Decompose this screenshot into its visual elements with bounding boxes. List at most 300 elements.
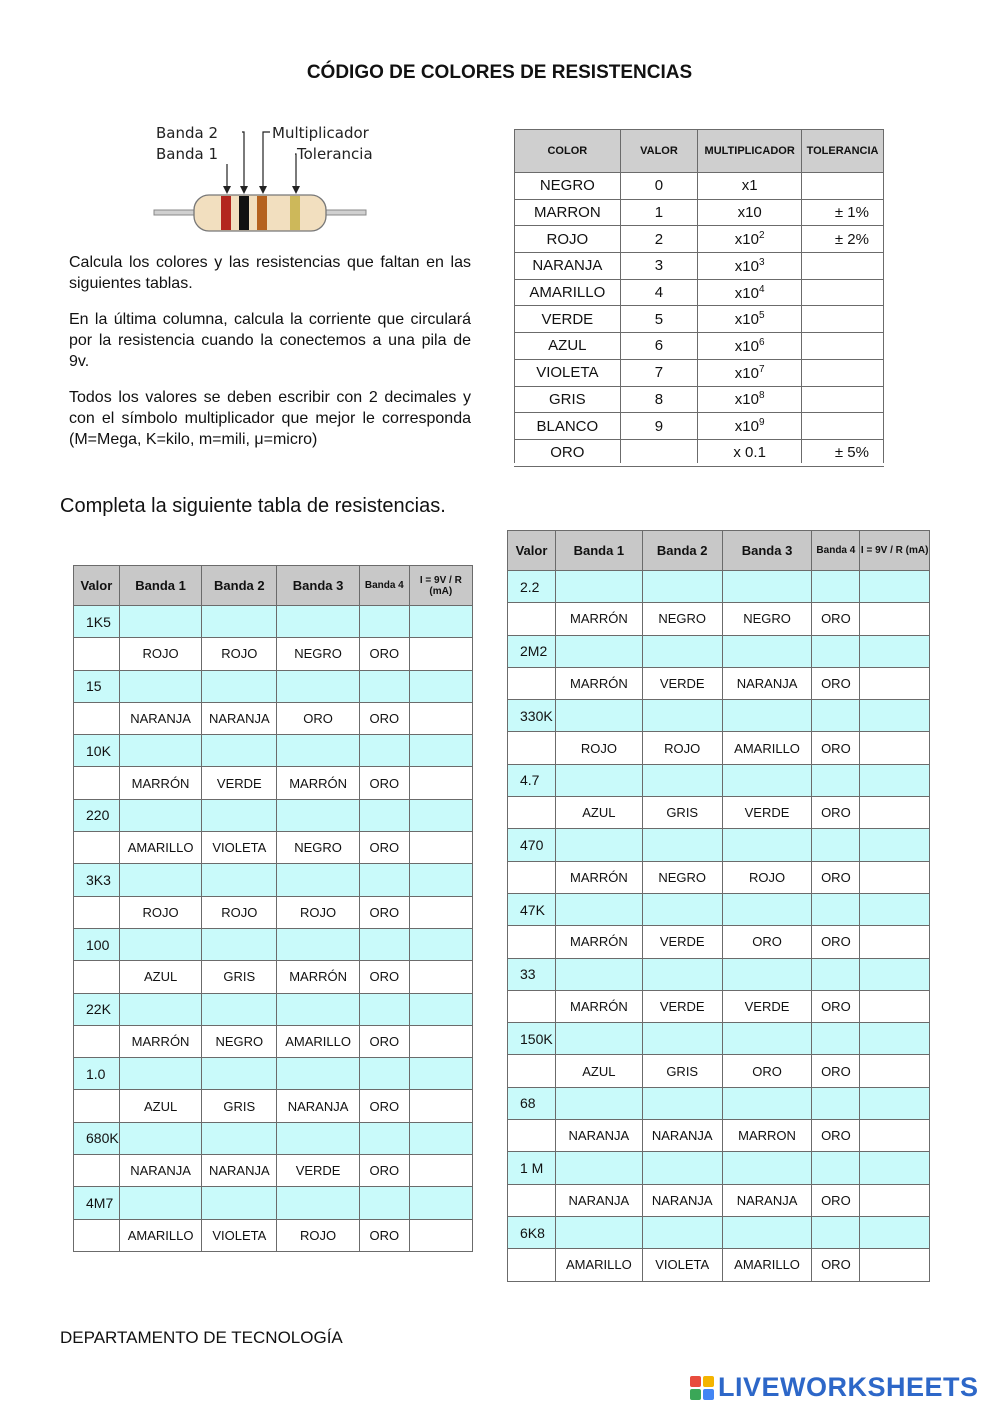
answer-cell-banda-3[interactable] — [277, 993, 360, 1025]
worksheet-table-left — [73, 565, 473, 1252]
answer-cell-banda-3[interactable] — [277, 670, 360, 702]
answer-cell-banda-4[interactable] — [812, 1152, 860, 1184]
answer-cell-banda-2[interactable] — [202, 864, 277, 896]
answer-cell-banda-1[interactable] — [555, 1216, 642, 1248]
answer-cell-valor[interactable] — [508, 926, 556, 958]
answer-cell-banda-2[interactable] — [642, 1087, 722, 1119]
answer-cell-banda-1[interactable] — [119, 993, 202, 1025]
code-tolerancia — [802, 333, 884, 360]
answer-cell-valor[interactable] — [74, 1155, 120, 1187]
band-color-3: MARRON — [722, 1120, 812, 1152]
answer-cell-current[interactable] — [409, 1058, 472, 1090]
header-valor: Valor — [508, 531, 556, 571]
answer-cell-current[interactable] — [860, 764, 930, 796]
band-color-1: AZUL — [119, 1090, 202, 1122]
resistance-value: 15 — [74, 670, 120, 702]
code-row — [515, 226, 884, 253]
answer-cell-banda-4[interactable] — [359, 1058, 409, 1090]
header-valor: VALOR — [620, 130, 698, 173]
band-color-3: NARANJA — [277, 1090, 360, 1122]
code-multiplicador — [698, 333, 802, 360]
answer-cell-banda-2[interactable] — [202, 799, 277, 831]
band-color-3: AMARILLO — [277, 1025, 360, 1057]
answer-cell-banda-3[interactable] — [722, 1023, 812, 1055]
answer-cell-banda-2[interactable] — [642, 700, 722, 732]
bands-row — [74, 638, 473, 670]
resistance-value: 220 — [74, 799, 120, 831]
answer-cell-banda-2[interactable] — [642, 1023, 722, 1055]
answer-cell-current[interactable] — [860, 1152, 930, 1184]
band-color-4: ORO — [812, 861, 860, 893]
answer-cell-current[interactable] — [409, 1219, 472, 1251]
answer-cell-banda-4[interactable] — [812, 700, 860, 732]
answer-cell-valor[interactable] — [508, 1249, 556, 1281]
band-color-2: VERDE — [642, 667, 722, 699]
code-multiplicador — [698, 226, 802, 253]
brand-name: LIVEWORKSHEETS — [718, 1372, 979, 1402]
answer-cell-valor[interactable] — [508, 1055, 556, 1087]
answer-cell-banda-1[interactable] — [119, 799, 202, 831]
bands-row — [508, 603, 930, 635]
answer-cell-current[interactable] — [860, 797, 930, 829]
answer-cell-current[interactable] — [860, 861, 930, 893]
answer-cell-valor[interactable] — [508, 861, 556, 893]
answer-cell-banda-2[interactable] — [202, 1187, 277, 1219]
answer-cell-banda-4[interactable] — [812, 764, 860, 796]
band-color-1: AZUL — [119, 961, 202, 993]
band-color-3: ORO — [722, 926, 812, 958]
bands-row — [74, 961, 473, 993]
answer-cell-banda-1[interactable] — [119, 735, 202, 767]
answer-cell-banda-1[interactable] — [119, 1058, 202, 1090]
band-color-3: ROJO — [722, 861, 812, 893]
code-valor: 5 — [620, 306, 698, 333]
answer-cell-banda-3[interactable] — [722, 829, 812, 861]
answer-cell-banda-3[interactable] — [722, 1152, 812, 1184]
value-row — [74, 1058, 473, 1090]
label-banda2: Banda 2 — [156, 124, 219, 142]
answer-cell-banda-1[interactable] — [555, 1087, 642, 1119]
band-color-2: NEGRO — [202, 1025, 277, 1057]
answer-cell-current[interactable] — [860, 893, 930, 925]
value-row — [74, 670, 473, 702]
instruction-paragraph-3: Todos los valores se deben escribir con 2 decimales y con el símbolo multiplicador que mejor le corresponda (M=Mega, K=kilo, m=mili, μ=micro) — [69, 389, 471, 448]
band-color-4: ORO — [812, 990, 860, 1022]
answer-cell-valor[interactable] — [508, 667, 556, 699]
answer-cell-banda-2[interactable] — [642, 635, 722, 667]
code-tolerancia — [802, 279, 884, 306]
answer-cell-valor[interactable] — [74, 767, 120, 799]
instruction-paragraph-1: Calcula los colores y las resistencias que faltan en las siguientes tablas. — [69, 254, 471, 292]
bands-row — [508, 1249, 930, 1281]
answer-cell-banda-2[interactable] — [202, 1122, 277, 1154]
answer-cell-current[interactable] — [409, 638, 472, 670]
band-color-4: ORO — [812, 1184, 860, 1216]
answer-cell-current[interactable] — [860, 603, 930, 635]
answer-cell-current[interactable] — [860, 571, 930, 603]
answer-cell-current[interactable] — [409, 993, 472, 1025]
code-tolerancia — [802, 413, 884, 440]
code-color: AZUL — [515, 333, 621, 360]
answer-cell-current[interactable] — [860, 667, 930, 699]
answer-cell-banda-4[interactable] — [812, 829, 860, 861]
bands-row — [508, 1120, 930, 1152]
answer-cell-banda-1[interactable] — [119, 1187, 202, 1219]
resistance-value: 4.7 — [508, 764, 556, 796]
answer-cell-banda-4[interactable] — [359, 670, 409, 702]
code-color: VERDE — [515, 306, 621, 333]
answer-cell-valor[interactable] — [508, 1120, 556, 1152]
value-row — [74, 1187, 473, 1219]
resistance-value: 1 M — [508, 1152, 556, 1184]
answer-cell-valor[interactable] — [508, 603, 556, 635]
resistance-value: 68 — [508, 1087, 556, 1119]
answer-cell-current[interactable] — [409, 832, 472, 864]
answer-cell-banda-3[interactable] — [722, 958, 812, 990]
answer-cell-banda-3[interactable] — [722, 893, 812, 925]
resistance-value: 1.0 — [74, 1058, 120, 1090]
band-color-4: ORO — [812, 1249, 860, 1281]
code-tolerancia: ± 1% — [802, 199, 884, 226]
code-valor: 7 — [620, 359, 698, 386]
answer-cell-current[interactable] — [860, 732, 930, 764]
answer-cell-banda-1[interactable] — [555, 571, 642, 603]
code-color: NARANJA — [515, 253, 621, 280]
answer-cell-banda-4[interactable] — [812, 571, 860, 603]
value-row — [508, 829, 930, 861]
answer-cell-current[interactable] — [409, 1090, 472, 1122]
answer-cell-current[interactable] — [409, 1155, 472, 1187]
code-mult-exponent: 8 — [758, 390, 765, 402]
answer-cell-banda-2[interactable] — [642, 1216, 722, 1248]
band-color-1: NARANJA — [555, 1120, 642, 1152]
code-mult-exponent: 6 — [758, 336, 765, 348]
answer-cell-banda-2[interactable] — [642, 829, 722, 861]
answer-cell-banda-1[interactable] — [119, 1122, 202, 1154]
code-mult-exponent: 9 — [758, 417, 765, 429]
band-color-1: MARRÓN — [555, 667, 642, 699]
header-color: COLOR — [515, 130, 621, 173]
answer-cell-banda-1[interactable] — [555, 700, 642, 732]
answer-cell-banda-1[interactable] — [119, 864, 202, 896]
resistance-value: 150K — [508, 1023, 556, 1055]
answer-cell-banda-3[interactable] — [277, 1122, 360, 1154]
band-color-3: NARANJA — [722, 1184, 812, 1216]
band-color-4: ORO — [359, 1025, 409, 1057]
band-color-1: AMARILLO — [119, 1219, 202, 1251]
answer-cell-banda-4[interactable] — [359, 928, 409, 960]
answer-cell-valor[interactable] — [74, 1219, 120, 1251]
answer-cell-banda-1[interactable] — [555, 893, 642, 925]
code-mult-base: x10 — [734, 418, 759, 436]
band-color-1: AMARILLO — [555, 1249, 642, 1281]
answer-cell-current[interactable] — [860, 700, 930, 732]
bands-row — [74, 767, 473, 799]
worksheet-table-right — [507, 530, 930, 1282]
code-tolerancia: ± 2% — [802, 226, 884, 253]
answer-cell-banda-4[interactable] — [359, 606, 409, 638]
answer-cell-banda-1[interactable] — [555, 958, 642, 990]
code-row — [515, 413, 884, 440]
answer-cell-current[interactable] — [860, 1249, 930, 1281]
band-color-2: VIOLETA — [642, 1249, 722, 1281]
answer-cell-banda-4[interactable] — [359, 799, 409, 831]
answer-cell-banda-2[interactable] — [642, 893, 722, 925]
answer-cell-banda-4[interactable] — [359, 864, 409, 896]
answer-cell-banda-2[interactable] — [642, 571, 722, 603]
brand-logo[interactable] — [690, 1372, 979, 1403]
code-row — [515, 173, 884, 200]
band-color-2: VIOLETA — [202, 832, 277, 864]
code-color: ROJO — [515, 226, 621, 253]
code-row — [515, 359, 884, 386]
bands-row — [508, 990, 930, 1022]
answer-cell-banda-1[interactable] — [555, 764, 642, 796]
band-color-3: VERDE — [722, 797, 812, 829]
answer-cell-valor[interactable] — [508, 1184, 556, 1216]
answer-cell-valor[interactable] — [508, 732, 556, 764]
band-color-2: GRIS — [642, 1055, 722, 1087]
header-banda-4: Banda 4 — [359, 566, 409, 606]
answer-cell-banda-4[interactable] — [359, 735, 409, 767]
answer-cell-current[interactable] — [409, 896, 472, 928]
answer-cell-valor[interactable] — [74, 961, 120, 993]
answer-cell-current[interactable] — [860, 990, 930, 1022]
value-row — [508, 1152, 930, 1184]
value-row — [508, 635, 930, 667]
header-tolerancia: TOLERANCIA — [802, 130, 884, 173]
header-banda-2: Banda 2 — [642, 531, 722, 571]
value-row — [508, 1216, 930, 1248]
bands-row — [74, 896, 473, 928]
answer-cell-current[interactable] — [409, 767, 472, 799]
answer-cell-banda-3[interactable] — [722, 1087, 812, 1119]
bands-row — [508, 861, 930, 893]
resistance-value: 680K — [74, 1122, 120, 1154]
band-color-4: ORO — [359, 896, 409, 928]
color-code-table — [514, 129, 884, 467]
answer-cell-current[interactable] — [409, 1025, 472, 1057]
band-color-4: ORO — [359, 1155, 409, 1187]
answer-cell-banda-4[interactable] — [359, 1122, 409, 1154]
code-mult-base: x1 — [741, 177, 758, 195]
answer-cell-current[interactable] — [860, 1023, 930, 1055]
answer-cell-banda-2[interactable] — [202, 606, 277, 638]
answer-cell-banda-3[interactable] — [277, 735, 360, 767]
band-color-1: MARRÓN — [555, 990, 642, 1022]
answer-cell-current[interactable] — [860, 926, 930, 958]
code-tolerancia — [802, 386, 884, 413]
band-color-2: ROJO — [202, 638, 277, 670]
band-color-4: ORO — [359, 638, 409, 670]
header-current: I = 9V / R (mA) — [409, 566, 472, 606]
band-color-1: MARRÓN — [555, 926, 642, 958]
answer-cell-banda-2[interactable] — [642, 764, 722, 796]
answer-cell-banda-3[interactable] — [722, 635, 812, 667]
answer-cell-banda-3[interactable] — [277, 1058, 360, 1090]
value-row — [508, 893, 930, 925]
bands-row — [74, 1090, 473, 1122]
band-color-1: ROJO — [119, 896, 202, 928]
answer-cell-banda-4[interactable] — [359, 993, 409, 1025]
bands-row — [74, 1219, 473, 1251]
code-valor: 4 — [620, 279, 698, 306]
answer-cell-current[interactable] — [860, 1055, 930, 1087]
header-banda-1: Banda 1 — [555, 531, 642, 571]
answer-cell-valor[interactable] — [74, 1090, 120, 1122]
code-multiplicador — [698, 413, 802, 440]
band-color-3: ROJO — [277, 896, 360, 928]
answer-cell-banda-1[interactable] — [555, 829, 642, 861]
band-color-2: GRIS — [642, 797, 722, 829]
answer-cell-current[interactable] — [860, 958, 930, 990]
code-color: ORO — [515, 439, 621, 466]
answer-cell-banda-3[interactable] — [277, 606, 360, 638]
resistance-value: 3K3 — [74, 864, 120, 896]
answer-cell-banda-1[interactable] — [119, 670, 202, 702]
resistor-lead-left — [154, 210, 198, 215]
resistor-band-3 — [257, 196, 267, 230]
answer-cell-banda-4[interactable] — [812, 1023, 860, 1055]
answer-cell-banda-2[interactable] — [202, 1058, 277, 1090]
answer-cell-banda-3[interactable] — [277, 799, 360, 831]
header-banda-2: Banda 2 — [202, 566, 277, 606]
band-color-2: ROJO — [642, 732, 722, 764]
answer-cell-banda-3[interactable] — [277, 1187, 360, 1219]
answer-cell-banda-2[interactable] — [642, 1152, 722, 1184]
answer-cell-current[interactable] — [860, 829, 930, 861]
answer-cell-valor[interactable] — [74, 896, 120, 928]
answer-cell-valor[interactable] — [508, 797, 556, 829]
header-multiplicador: MULTIPLICADOR — [698, 130, 802, 173]
code-color: AMARILLO — [515, 279, 621, 306]
band-color-3: ORO — [277, 702, 360, 734]
logo-square-4 — [703, 1389, 714, 1400]
band-color-3: NEGRO — [277, 832, 360, 864]
answer-cell-banda-4[interactable] — [359, 1187, 409, 1219]
band-color-4: ORO — [812, 603, 860, 635]
answer-cell-banda-2[interactable] — [202, 735, 277, 767]
band-color-4: ORO — [359, 1219, 409, 1251]
answer-cell-valor[interactable] — [74, 1025, 120, 1057]
answer-cell-current[interactable] — [860, 1087, 930, 1119]
answer-cell-valor[interactable] — [508, 990, 556, 1022]
answer-cell-banda-4[interactable] — [812, 958, 860, 990]
answer-cell-current[interactable] — [409, 606, 472, 638]
answer-cell-banda-1[interactable] — [555, 1023, 642, 1055]
value-row — [74, 735, 473, 767]
band-color-3: AMARILLO — [722, 732, 812, 764]
band-color-2: GRIS — [202, 1090, 277, 1122]
answer-cell-valor[interactable] — [74, 832, 120, 864]
code-multiplicador — [698, 306, 802, 333]
band-color-4: ORO — [359, 702, 409, 734]
answer-cell-current[interactable] — [409, 961, 472, 993]
answer-cell-valor[interactable] — [74, 638, 120, 670]
band-color-1: NARANJA — [119, 702, 202, 734]
answer-cell-banda-1[interactable] — [555, 1152, 642, 1184]
answer-cell-banda-4[interactable] — [812, 1216, 860, 1248]
logo-square-3 — [690, 1389, 701, 1400]
label-tolerancia: Tolerancia — [297, 145, 373, 163]
answer-cell-current[interactable] — [860, 635, 930, 667]
value-row — [74, 606, 473, 638]
band-color-2: NARANJA — [642, 1184, 722, 1216]
resistance-value: 10K — [74, 735, 120, 767]
code-mult-exponent: 4 — [758, 283, 765, 295]
band-color-4: ORO — [812, 926, 860, 958]
answer-cell-current[interactable] — [409, 735, 472, 767]
answer-cell-banda-3[interactable] — [722, 571, 812, 603]
answer-cell-banda-1[interactable] — [119, 606, 202, 638]
band-color-4: ORO — [812, 667, 860, 699]
answer-cell-banda-3[interactable] — [722, 700, 812, 732]
bands-row — [508, 926, 930, 958]
answer-cell-current[interactable] — [409, 670, 472, 702]
header-banda-3: Banda 3 — [277, 566, 360, 606]
answer-cell-current[interactable] — [860, 1216, 930, 1248]
answer-cell-banda-2[interactable] — [202, 928, 277, 960]
answer-cell-banda-4[interactable] — [812, 1087, 860, 1119]
answer-cell-current[interactable] — [409, 864, 472, 896]
answer-cell-banda-3[interactable] — [722, 1216, 812, 1248]
answer-cell-banda-4[interactable] — [812, 893, 860, 925]
code-valor: 2 — [620, 226, 698, 253]
code-color: NEGRO — [515, 173, 621, 200]
answer-cell-current[interactable] — [860, 1120, 930, 1152]
answer-cell-banda-2[interactable] — [202, 670, 277, 702]
code-mult-base: x10 — [737, 204, 762, 222]
answer-cell-banda-4[interactable] — [812, 635, 860, 667]
answer-cell-banda-3[interactable] — [722, 764, 812, 796]
band-color-1: AMARILLO — [119, 832, 202, 864]
band-color-1: ROJO — [119, 638, 202, 670]
code-color: GRIS — [515, 386, 621, 413]
code-tolerancia — [802, 359, 884, 386]
resistance-value: 1K5 — [74, 606, 120, 638]
answer-cell-current[interactable] — [409, 1122, 472, 1154]
answer-cell-current[interactable] — [409, 799, 472, 831]
answer-cell-current[interactable] — [409, 1187, 472, 1219]
band-color-2: VIOLETA — [202, 1219, 277, 1251]
answer-cell-banda-1[interactable] — [119, 928, 202, 960]
answer-cell-valor[interactable] — [74, 702, 120, 734]
band-color-3: ROJO — [277, 1219, 360, 1251]
answer-cell-banda-3[interactable] — [277, 928, 360, 960]
band-color-1: MARRÓN — [119, 1025, 202, 1057]
resistor-band-1 — [221, 196, 231, 230]
answer-cell-banda-1[interactable] — [555, 635, 642, 667]
band-color-4: ORO — [359, 832, 409, 864]
bands-row — [508, 797, 930, 829]
answer-cell-current[interactable] — [860, 1184, 930, 1216]
answer-cell-banda-2[interactable] — [202, 993, 277, 1025]
answer-cell-banda-2[interactable] — [642, 958, 722, 990]
code-row — [515, 386, 884, 413]
band-color-3: VERDE — [722, 990, 812, 1022]
code-mult-base: x10 — [734, 311, 759, 329]
answer-cell-current[interactable] — [409, 928, 472, 960]
section-heading: Completa la siguiente tabla de resistencias. — [60, 495, 446, 517]
band-color-1: MARRÓN — [119, 767, 202, 799]
footer-department: DEPARTAMENTO DE TECNOLOGÍA — [60, 1328, 343, 1347]
resistor-band-4 — [290, 196, 300, 230]
code-tolerancia — [802, 173, 884, 200]
answer-cell-banda-3[interactable] — [277, 864, 360, 896]
answer-cell-current[interactable] — [409, 702, 472, 734]
code-mult-exponent: 3 — [758, 256, 765, 268]
bands-row — [508, 667, 930, 699]
